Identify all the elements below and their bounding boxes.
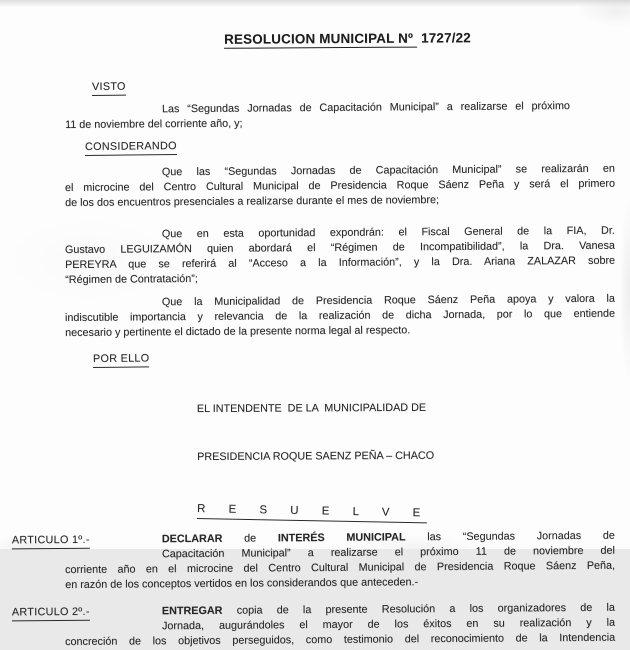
resolution-title-main: RESOLUCION MUNICIPAL Nº bbox=[224, 31, 417, 49]
resolution-number: 1727/22 bbox=[421, 30, 471, 46]
section-por-ello bbox=[93, 352, 630, 368]
text-line: Jornada, augurándoles el mayor de los éxitos en su realización y la bbox=[161, 616, 616, 633]
section-visto bbox=[92, 80, 630, 96]
visto-heading: VISTO bbox=[92, 80, 126, 96]
resolve-word: R E S U E L V E bbox=[197, 502, 428, 523]
text-segment: de bbox=[222, 532, 278, 545]
text-line: Gustavo LEGUIZAMÓN quien abordará el “Régimen de Incompatibilidad”, la Dra. Vanesa bbox=[64, 239, 615, 257]
bold-text-segment: ENTREGAR bbox=[161, 604, 223, 618]
text-line: concreción de los objetivos perseguidos, como testimonio del reconocimiento de la Intendencia bbox=[65, 631, 616, 648]
text-line: 11 de noviembre del corriente año, y; bbox=[65, 117, 243, 131]
article-1-heading: ARTICULO 1º.- bbox=[12, 533, 90, 550]
considerando-paragraph-2 bbox=[65, 224, 615, 288]
bold-text-segment: INTERÉS MUNICIPAL bbox=[277, 531, 406, 545]
resolve-block bbox=[197, 502, 630, 519]
section-considerando bbox=[85, 140, 630, 156]
text-line: Capacitación Municipal” a realizarse el próximo 11 de noviembre del bbox=[161, 544, 615, 561]
text-line: indiscutible importancia y relevancia de la realización de dicha Jornada, por lo que entiende bbox=[64, 307, 616, 324]
considerando-paragraph-1 bbox=[65, 162, 615, 211]
considerando-heading: CONSIDERANDO bbox=[85, 139, 177, 156]
text-line: Que las “Segundas Jornadas de Capacitación Municipal” se realizarán en bbox=[161, 162, 615, 179]
article-1 bbox=[11, 529, 616, 593]
text-line: Que en esta oportunidad expondrán: el Fiscal General de la FIA, Dr. bbox=[161, 224, 615, 241]
text-segment: copia de la presente Resolución a los organizadores de la bbox=[222, 601, 615, 617]
authority-line: EL INTENDENTE DE LA MUNICIPALIDAD DE bbox=[196, 401, 427, 416]
text-line: Que la Municipalidad de Presidencia Roque Sáenz Peña apoya y valora la bbox=[161, 292, 615, 309]
authority-block bbox=[197, 367, 630, 497]
por-ello-heading: POR ELLO bbox=[93, 351, 150, 368]
article-1-body bbox=[65, 529, 615, 593]
text-line: corriente año en el microcine del Centro Cultural Municipal de Presidencia Roque Sáenz Peña, bbox=[65, 559, 616, 576]
bold-text-segment: DECLARAR bbox=[161, 532, 223, 546]
text-line: PEREYRA que se referirá al “Acceso a la Información”, y la Dra. Ariana ZALAZAR sobre bbox=[65, 254, 616, 271]
considerando-paragraph-3 bbox=[65, 292, 615, 341]
text-line: en razón de los conceptos vertidos en los considerandos que anteceden.- bbox=[65, 576, 419, 591]
text-line: de los dos encuentros presenciales a realizarse durante el mes de noviembre; bbox=[65, 194, 440, 209]
authority-line: PRESIDENCIA ROQUE SAENZ PEÑA – CHACO bbox=[197, 449, 435, 463]
text-line: necesario y pertinente el dictado de la presente norma legal al respecto. bbox=[65, 324, 411, 339]
text-line: el microcine del Centro Cultural Municipal de Presidencia Roque Sáenz Peña y será el primero bbox=[64, 177, 616, 194]
text-line: “Régimen de Contratación”; bbox=[65, 272, 198, 286]
article-2-body bbox=[65, 601, 615, 650]
visto-paragraph bbox=[65, 99, 570, 133]
article-2-heading: ARTICULO 2º.- bbox=[12, 605, 90, 622]
resolution-title bbox=[65, 28, 630, 48]
text-segment: las “Segundas Jornadas de bbox=[405, 529, 615, 544]
text-line: Las “Segundas Jornadas de Capacitación Municipal” a realizarse el próximo bbox=[161, 100, 570, 116]
article-2 bbox=[11, 601, 616, 650]
